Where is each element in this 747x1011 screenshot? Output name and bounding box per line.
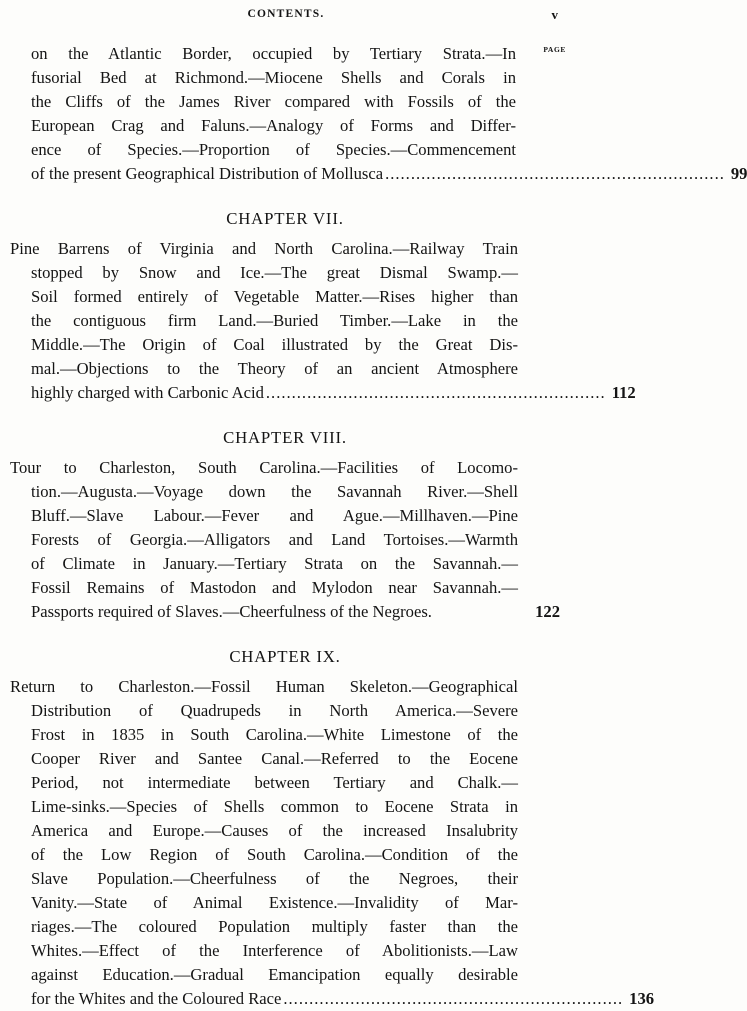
- chapter-vi-entry: [10, 42, 747, 186]
- chapter-ix-entry: [10, 675, 655, 1011]
- entry-line: Frost in 1835 in South Carolina.—White Limestone of the: [31, 725, 518, 744]
- page-ref: 122: [535, 602, 560, 621]
- entry-line: highly charged with Carbonic Acid: [31, 383, 264, 402]
- entry-line: Period, not intermediate between Tertiary and Chalk.—: [31, 773, 518, 792]
- chapter-heading: CHAPTER VIII.: [223, 428, 347, 447]
- entry-last-line: [10, 381, 636, 405]
- entry-line: Whites.—Effect of the Interference of Abolitionists.—Law: [31, 941, 518, 960]
- page-number: v: [551, 7, 558, 22]
- page-ref: 112: [611, 383, 636, 402]
- entry-line: tion.—Augusta.—Voyage down the Savannah River.—Shell: [31, 482, 518, 501]
- entry-last-line: [10, 600, 560, 624]
- entry-line: Passports required of Slaves.—Cheerfulness of the Negroes.: [31, 602, 432, 621]
- entry-line: of Climate in January.—Tertiary Strata on the Savannah.—: [31, 554, 518, 573]
- entry-line: the contiguous firm Land.—Buried Timber.—Lake in the: [31, 311, 518, 330]
- entry-line: mal.—Objections to the Theory of an ancient Atmosphere: [31, 359, 518, 378]
- entry-line: America and Europe.—Causes of the increased Insalubrity: [31, 821, 518, 840]
- entry-line: Tour to Charleston, South Carolina.—Facilities of Locomo-: [10, 458, 518, 477]
- entry-line: stopped by Snow and Ice.—The great Dismal Swamp.—: [31, 263, 518, 282]
- dot-leader: ..................................................................: [283, 989, 624, 1008]
- entry-line: Vanity.—State of Animal Existence.—Invalidity of Mar-: [31, 893, 518, 912]
- entry-last-line: [10, 987, 655, 1011]
- page-header: [0, 8, 572, 28]
- contents-list: [10, 42, 747, 1011]
- entry-line: Forests of Georgia.—Alligators and Land Tortoises.—Warmth: [31, 530, 518, 549]
- entry-line: European Crag and Faluns.—Analogy of Forms and Differ-: [31, 116, 516, 135]
- page-ref: 99: [730, 164, 747, 183]
- entry-line: Cooper River and Santee Canal.—Referred to the Eocene: [31, 749, 518, 768]
- entry-line: ence of Species.—Proportion of Species.—Commencement: [31, 140, 516, 159]
- entry-line: of the present Geographical Distribution of Mollusca: [31, 164, 384, 183]
- entry-line: on the Atlantic Border, occupied by Tertiary Strata.—In: [31, 44, 516, 63]
- entry-last-line: [10, 162, 747, 186]
- entry-line: fusorial Bed at Richmond.—Miocene Shells and Corals in: [31, 68, 516, 87]
- entry-line: of the Low Region of South Carolina.—Condition of the: [31, 845, 518, 864]
- chapter-viii-entry: [10, 456, 560, 624]
- entry-line: Soil formed entirely of Vegetable Matter.—Rises higher than: [31, 287, 518, 306]
- chapter-vii-entry: [10, 237, 636, 405]
- chapter-heading: CHAPTER VII.: [226, 209, 344, 228]
- entry-line: against Education.—Gradual Emancipation equally desirable: [31, 965, 518, 984]
- entry-line: Return to Charleston.—Fossil Human Skeleton.—Geographical: [10, 677, 518, 696]
- entry-line: Pine Barrens of Virginia and North Carolina.—Railway Train: [10, 239, 518, 258]
- entry-line: Middle.—The Origin of Coal illustrated by the Great Dis-: [31, 335, 518, 354]
- dot-leader: ..................................................................: [385, 164, 725, 183]
- entry-line: the Cliffs of the James River compared with Fossils of the: [31, 92, 516, 111]
- entry-line: riages.—The coloured Population multiply faster than the: [31, 917, 518, 936]
- entry-line: Bluff.—Slave Labour.—Fever and Ague.—Millhaven.—Pine: [31, 506, 518, 525]
- chapter-heading: CHAPTER IX.: [229, 647, 341, 666]
- entry-line: for the Whites and the Coloured Race: [31, 989, 282, 1008]
- entry-line: Slave Population.—Cheerfulness of the Negroes, their: [31, 869, 518, 888]
- dot-leader: ..................................................................: [265, 383, 606, 402]
- entry-line: Fossil Remains of Mastodon and Mylodon near Savannah.—: [31, 578, 518, 597]
- entry-line: Distribution of Quadrupeds in North America.—Severe: [31, 701, 518, 720]
- running-title: CONTENTS.: [247, 8, 325, 20]
- page-column-label: PAGE: [543, 45, 566, 54]
- page-ref: 136: [629, 989, 655, 1008]
- entry-line: Lime-sinks.—Species of Shells common to Eocene Strata in: [31, 797, 518, 816]
